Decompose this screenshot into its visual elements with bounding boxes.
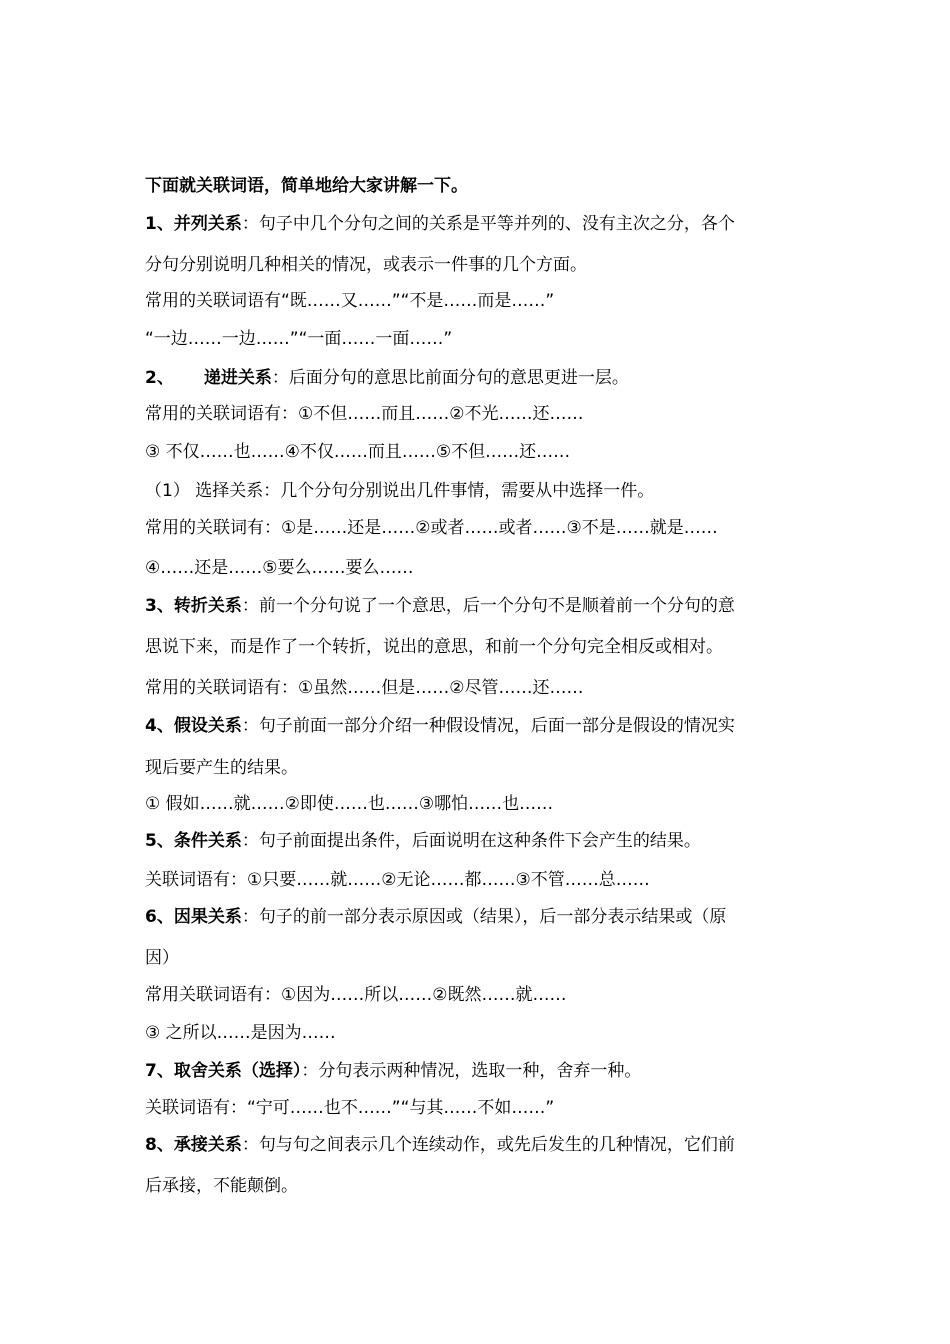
section-1-words-2: “一边……一边……”“一面……一面……”	[145, 329, 453, 349]
section-3-line-1	[145, 594, 825, 618]
section-6-words-1: 常用关联词语有：①因为……所以……②既然……就……	[145, 985, 567, 1005]
section-5-line-1	[145, 829, 825, 853]
section-2-words-2: ③ 不仅……也……④不仅……而且……⑤不但……还……	[145, 442, 571, 462]
section-8-text: ：句与句之间表示几个连续动作，或先后发生的几种情况，它们前	[241, 1135, 735, 1155]
section-1-title: 1、并列关系	[145, 214, 242, 234]
section-4-line-2: 现后要产生的结果。	[145, 758, 298, 778]
section-8-line-1	[145, 1133, 825, 1157]
section-1-words-1: 常用的关联词语有“既……又……”“不是……而是……”	[145, 291, 555, 311]
section-3-title: 3、转折关系	[145, 596, 242, 616]
section-7-words-1: 关联词语有：“宁可……也不……”“与其……不如……”	[145, 1098, 555, 1118]
section-5-text: ：句子前面提出条件，后面说明在这种条件下会产生的结果。	[241, 831, 701, 851]
section-3-line-2: 思说下来，而是作了一个转折，说出的意思，和前一个分句完全相反或相对。	[145, 637, 723, 657]
section-4-title: 4、假设关系	[145, 716, 242, 736]
section-2b-line-1: （1） 选择关系：几个分句分别说出几件事情，需要从中选择一件。	[145, 481, 655, 501]
section-2-words-1: 常用的关联词语有：①不但……而且……②不光……还……	[145, 404, 584, 424]
section-4-text: ：句子前面一部分介绍一种假设情况，后面一部分是假设的情况实	[241, 716, 735, 736]
section-5-words-1: 关联词语有：①只要……就……②无论……都……③不管……总……	[145, 870, 650, 890]
section-7-line-1	[145, 1059, 825, 1083]
section-2-text: ：后面分句的意思比前面分句的意思更进一层。	[271, 368, 629, 388]
section-2b-words-1: 常用的关联词有：①是……还是……②或者……或者……③不是……就是……	[145, 518, 718, 538]
section-2-line-1	[145, 366, 825, 390]
section-8-line-2: 后承接，不能颠倒。	[145, 1176, 298, 1196]
section-2-title: 递进关系	[203, 368, 272, 388]
section-6-title: 6、因果关系	[145, 907, 242, 927]
section-7-title: 7、取舍关系（选择）	[145, 1061, 302, 1081]
section-5-title: 5、条件关系	[145, 831, 242, 851]
section-6-line-1	[145, 905, 825, 929]
section-3-words-1: 常用的关联词语有：①虽然……但是……②尽管……还……	[145, 678, 584, 698]
section-1-line-1	[145, 212, 825, 236]
section-8-title: 8、承接关系	[145, 1135, 242, 1155]
section-2b-words-2: ④……还是……⑤要么……要么……	[145, 558, 414, 578]
section-2-number: 2、	[145, 368, 174, 388]
section-6-words-2: ③ 之所以……是因为……	[145, 1023, 336, 1043]
section-6-line-2: 因）	[145, 948, 179, 968]
section-4-words-1: ① 假如……就……②即使……也……③哪怕……也……	[145, 794, 554, 814]
section-1-line-2: 分句分别说明几种相关的情况，或表示一件事的几个方面。	[145, 255, 587, 275]
section-1-text: ：句子中几个分句之间的关系是平等并列的、没有主次之分，各个	[241, 214, 735, 234]
intro-heading: 下面就关联词语，简单地给大家讲解一下。	[145, 176, 468, 196]
section-3-text: ：前一个分句说了一个意思，后一个分句不是顺着前一个分句的意	[241, 596, 735, 616]
section-7-text: ：分句表示两种情况，选取一种，舍弃一种。	[301, 1061, 642, 1081]
section-4-line-1	[145, 714, 825, 738]
section-6-text: ：句子的前一部分表示原因或（结果），后一部分表示结果或（原	[241, 907, 727, 927]
